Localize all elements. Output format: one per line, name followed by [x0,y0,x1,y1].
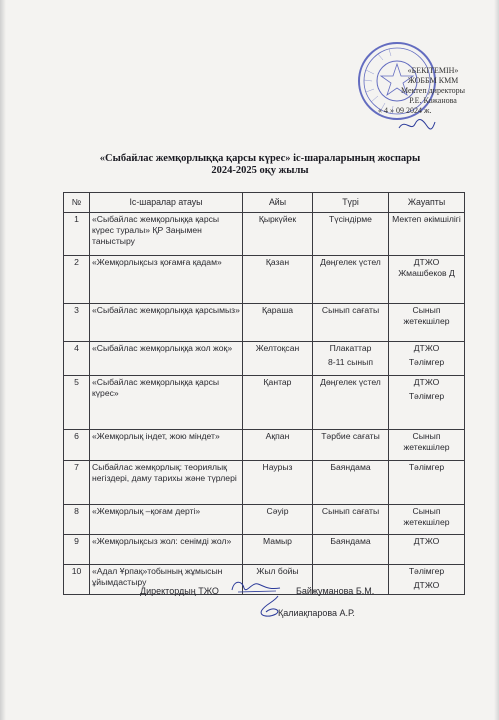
cell-responsible-line: Тәлімгер [408,357,445,367]
cell-responsible: Тәлімгер [389,461,465,505]
approval-line: Р.Е. Кожанова [409,96,457,105]
cell-type: Баяндама [313,461,389,505]
cell-type: Сынып сағаты [313,505,389,535]
cell-month: Қантар [243,376,313,430]
cell-type: Дөңгелек үстел [313,376,389,430]
page-edge-right [494,0,499,720]
cell-month: Желтоқсан [243,342,313,376]
cell-type-line: Плакаттар [329,343,372,353]
cell-responsible-line: ДТЖО [413,377,440,387]
document-title [60,153,460,177]
cell-name: «Сыбайлас жемқорлыққа жол жоқ» [90,342,243,376]
cell-month: Жыл бойы [243,565,313,595]
cell-type [313,342,389,376]
cell-name: «Сыбайлас жемқорлыққа қарсы күрес туралы» ҚР Заңымен таныстыру [90,213,243,256]
cell-num: 6 [64,430,90,461]
cell-responsible: Сынып жетекшілер [389,430,465,461]
cell-num: 1 [64,213,90,256]
cell-type: Баяндама [313,535,389,565]
approval-line: ЖОББМ КММ [407,76,459,85]
cell-name: «Адал Ұрпақ»тобының жұмысын ұйымдастыру [90,565,243,595]
cell-name: «Жемқорлықсыз жол: сенімді жол» [90,535,243,565]
approval-line: Мектеп директоры [400,86,466,95]
cell-responsible: ДТЖО Жмашбеков Д [389,256,465,304]
cell-name: «Жемқорлық індет, жою міндет» [90,430,243,461]
signoff-role: Директордың ТЖО [140,586,219,596]
cell-responsible [389,565,465,595]
cell-month: Қараша [243,304,313,342]
table-row [64,342,465,376]
cell-name: «Жемқорлық –қоғам дерті» [90,505,243,535]
header-responsible: Жауапты [389,193,465,213]
cell-responsible: ДТЖО [389,535,465,565]
title-line-1: «Сыбайлас жемқорлыққа қарсы күрес» іс-шараларының жоспары [99,153,421,164]
cell-responsible: Сынып жетекшілер [389,304,465,342]
cell-responsible [389,376,465,430]
approval-block [374,66,492,116]
signoff-name-1: Байжуманова Б.М. [296,586,375,596]
cell-name: «Сыбайлас жемқорлыққа қарсымыз» [90,304,243,342]
table-row [64,304,465,342]
cell-num: 5 [64,376,90,430]
cell-responsible: Мектеп әкімшілігі [389,213,465,256]
signoff-name-2: Қалиақпарова А.Р. [278,608,355,618]
cell-month: Наурыз [243,461,313,505]
cell-num: 4 [64,342,90,376]
table-row [64,505,465,535]
header-num: № [64,193,90,213]
table-row [64,213,465,256]
cell-num: 10 [64,565,90,595]
cell-type: Тәрбие сағаты [313,430,389,461]
title-line-2: 2024-2025 оқу жылы [211,165,309,176]
cell-num: 2 [64,256,90,304]
cell-type: Түсіндірме [313,213,389,256]
table-row [64,535,465,565]
cell-month: Ақпан [243,430,313,461]
cell-responsible-line: Тәлімгер [408,391,445,401]
cell-num: 7 [64,461,90,505]
header-name: Іс-шаралар атауы [90,193,243,213]
cell-month: Қазан [243,256,313,304]
table-row [64,376,465,430]
cell-name: Сыбайлас жемқорлық: теориялық негіздері, даму тарихы және түрлері [90,461,243,505]
header-type: Түрі [313,193,389,213]
page-edge-left [0,0,6,720]
cell-num: 3 [64,304,90,342]
table-row [64,256,465,304]
cell-month: Мамыр [243,535,313,565]
cell-responsible-line: ДТЖО [413,343,440,353]
cell-type: Дөңгелек үстел [313,256,389,304]
cell-responsible: Сынып жетекшілер [389,505,465,535]
cell-month: Сәуір [243,505,313,535]
cell-num: 9 [64,535,90,565]
cell-type: Сынып сағаты [313,304,389,342]
cell-name: «Сыбайлас жемқорлыққа қарсы күрес» [90,376,243,430]
cell-responsible [389,342,465,376]
header-month: Айы [243,193,313,213]
approval-date: « 4 » 09 2024 ж. [378,106,432,115]
cell-type-line: 8-11 сынып [328,357,373,367]
table-header-row [64,193,465,213]
cell-month: Қыркүйек [243,213,313,256]
approval-signature [397,116,437,134]
cell-name: «Жемқорлықсыз қоғамға қадам» [90,256,243,304]
table-row [64,461,465,505]
cell-num: 8 [64,505,90,535]
table-row [64,430,465,461]
approval-line: «БЕКІТЕМІН» [407,66,459,75]
cell-responsible-line: ДТЖО [413,580,440,590]
cell-responsible-line: Тәлімгер [408,566,445,576]
plan-table [63,192,465,595]
